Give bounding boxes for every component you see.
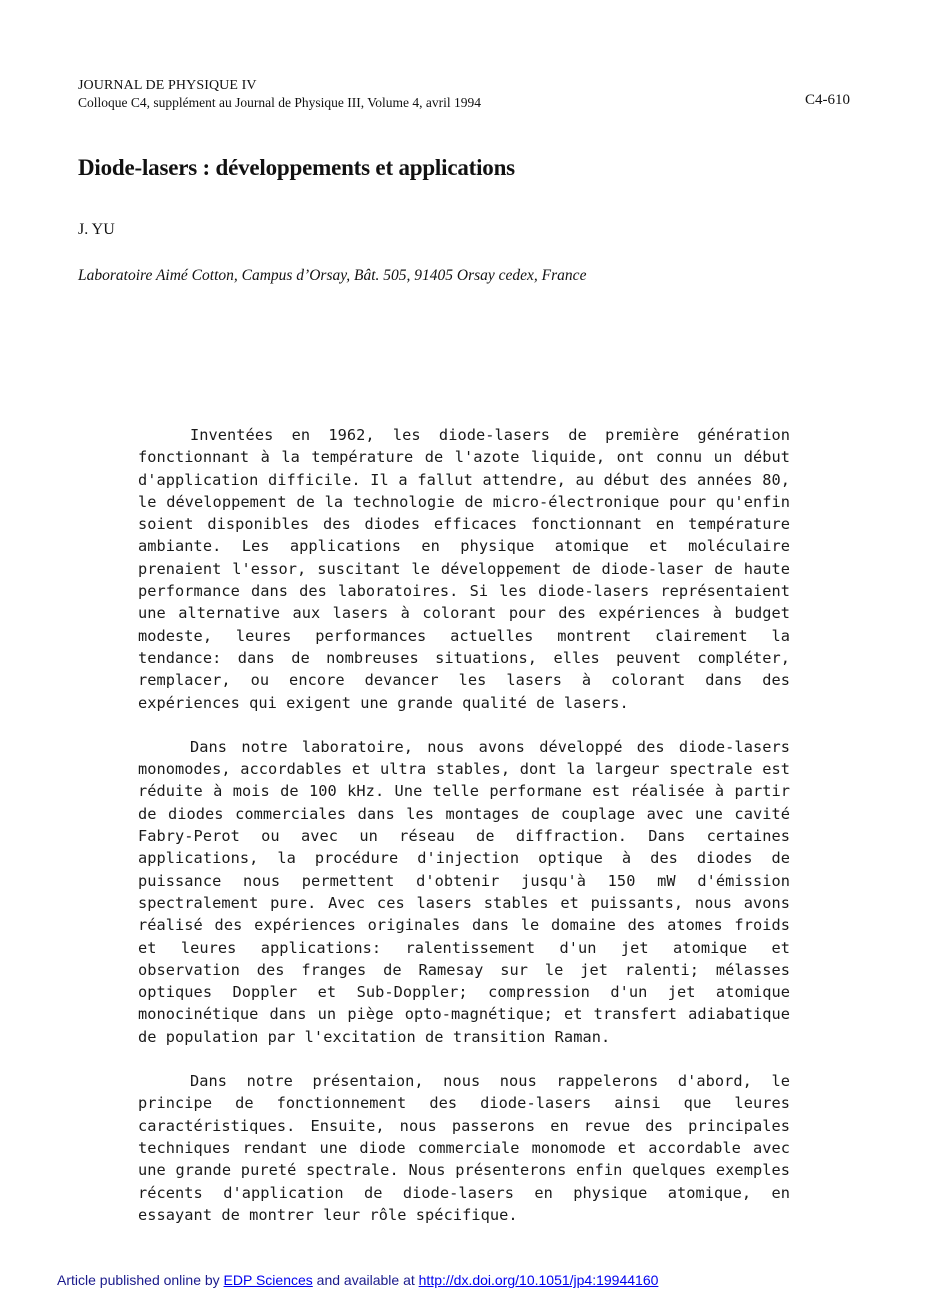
journal-name: JOURNAL DE PHYSIQUE IV bbox=[78, 78, 257, 93]
article-author: J. YU bbox=[78, 221, 115, 238]
author-affiliation: Laboratoire Aimé Cotton, Campus d’Orsay, Bât. 505, 91405 Orsay cedex, France bbox=[78, 267, 587, 284]
article-body bbox=[138, 424, 790, 1248]
body-paragraph: Dans notre laboratoire, nous avons développé des diode-lasers monomodes, accordables et ultra stables, dont la largeur spectrale est réduite à mois de 100 kHz. Une telle performane est réalisée à partir de diodes commerciales dans les montages de couplage avec une cavité Fabry-Perot ou avec un réseau de diffraction. Dans certaines applications, la procédure d'injection optique à des diodes de puissance nous permettent d'obtenir jusqu'à 150 mW d'émission spectralement pure. Avec ces lasers stables et puissants, nous avons réalisé des expériences originales dans le domaine des atomes froids et leures applications: ralentissement d'un jet atomique et observation des franges de Ramesay sur le jet ralenti; mélasses optiques Doppler et Sub-Doppler; compression d'un jet atomique monocinétique dans un piège opto-magnétique; et transfert adiabatique de population par l'excitation de transition Raman. bbox=[138, 737, 790, 1046]
journal-header bbox=[78, 77, 858, 111]
doi-link[interactable]: http://dx.doi.org/10.1051/jp4:19944160 bbox=[418, 1272, 659, 1288]
page-number: C4-610 bbox=[805, 92, 850, 108]
edp-sciences-link[interactable]: EDP Sciences bbox=[223, 1272, 313, 1288]
body-paragraph: Dans notre présentaion, nous nous rappelerons d'abord, le principe de fonctionnement des diode-lasers ainsi que leures caractéristiques. Ensuite, nous passerons en revue des principales techniques rendant une diode commerciale monomode et accordable avec une grande pureté spectrale. Nous présenterons enfin quelques exemples récents d'application de diode-lasers en physique atomique, en essayant de montrer leur rôle spécifique. bbox=[138, 1072, 790, 1224]
article-title: Diode-lasers : développements et applications bbox=[78, 155, 515, 180]
colloque-info: Colloque C4, supplément au Journal de Physique III, Volume 4, avril 1994 bbox=[78, 95, 481, 110]
publication-footer bbox=[57, 1272, 658, 1288]
body-paragraph: Inventées en 1962, les diode-lasers de première génération fonctionnant à la température de l'azote liquide, ont connu un début d'application difficile. Il a fallut attendre, au début des années 80, le développement de la technologie de micro-électronique pour qu'enfin soient disponibles des diodes efficaces fonctionnant en température ambiante. Les applications en physique atomique et moléculaire prenaient l'essor, suscitant le développement de diode-laser de haute performance dans des laboratoires. Si les diode-lasers représentaient une alternative aux lasers à colorant pour des expériences à budget modeste, leures performances actuelles montrent clairement la tendance: dans de nombreuses situations, elles peuvent compléter, remplacer, ou encore devancer les lasers à colorant dans des expériences qui exigent une grande qualité de lasers. bbox=[138, 426, 790, 712]
footer-middle: and available at bbox=[316, 1272, 415, 1288]
footer-prefix: Article published online by bbox=[57, 1272, 220, 1288]
